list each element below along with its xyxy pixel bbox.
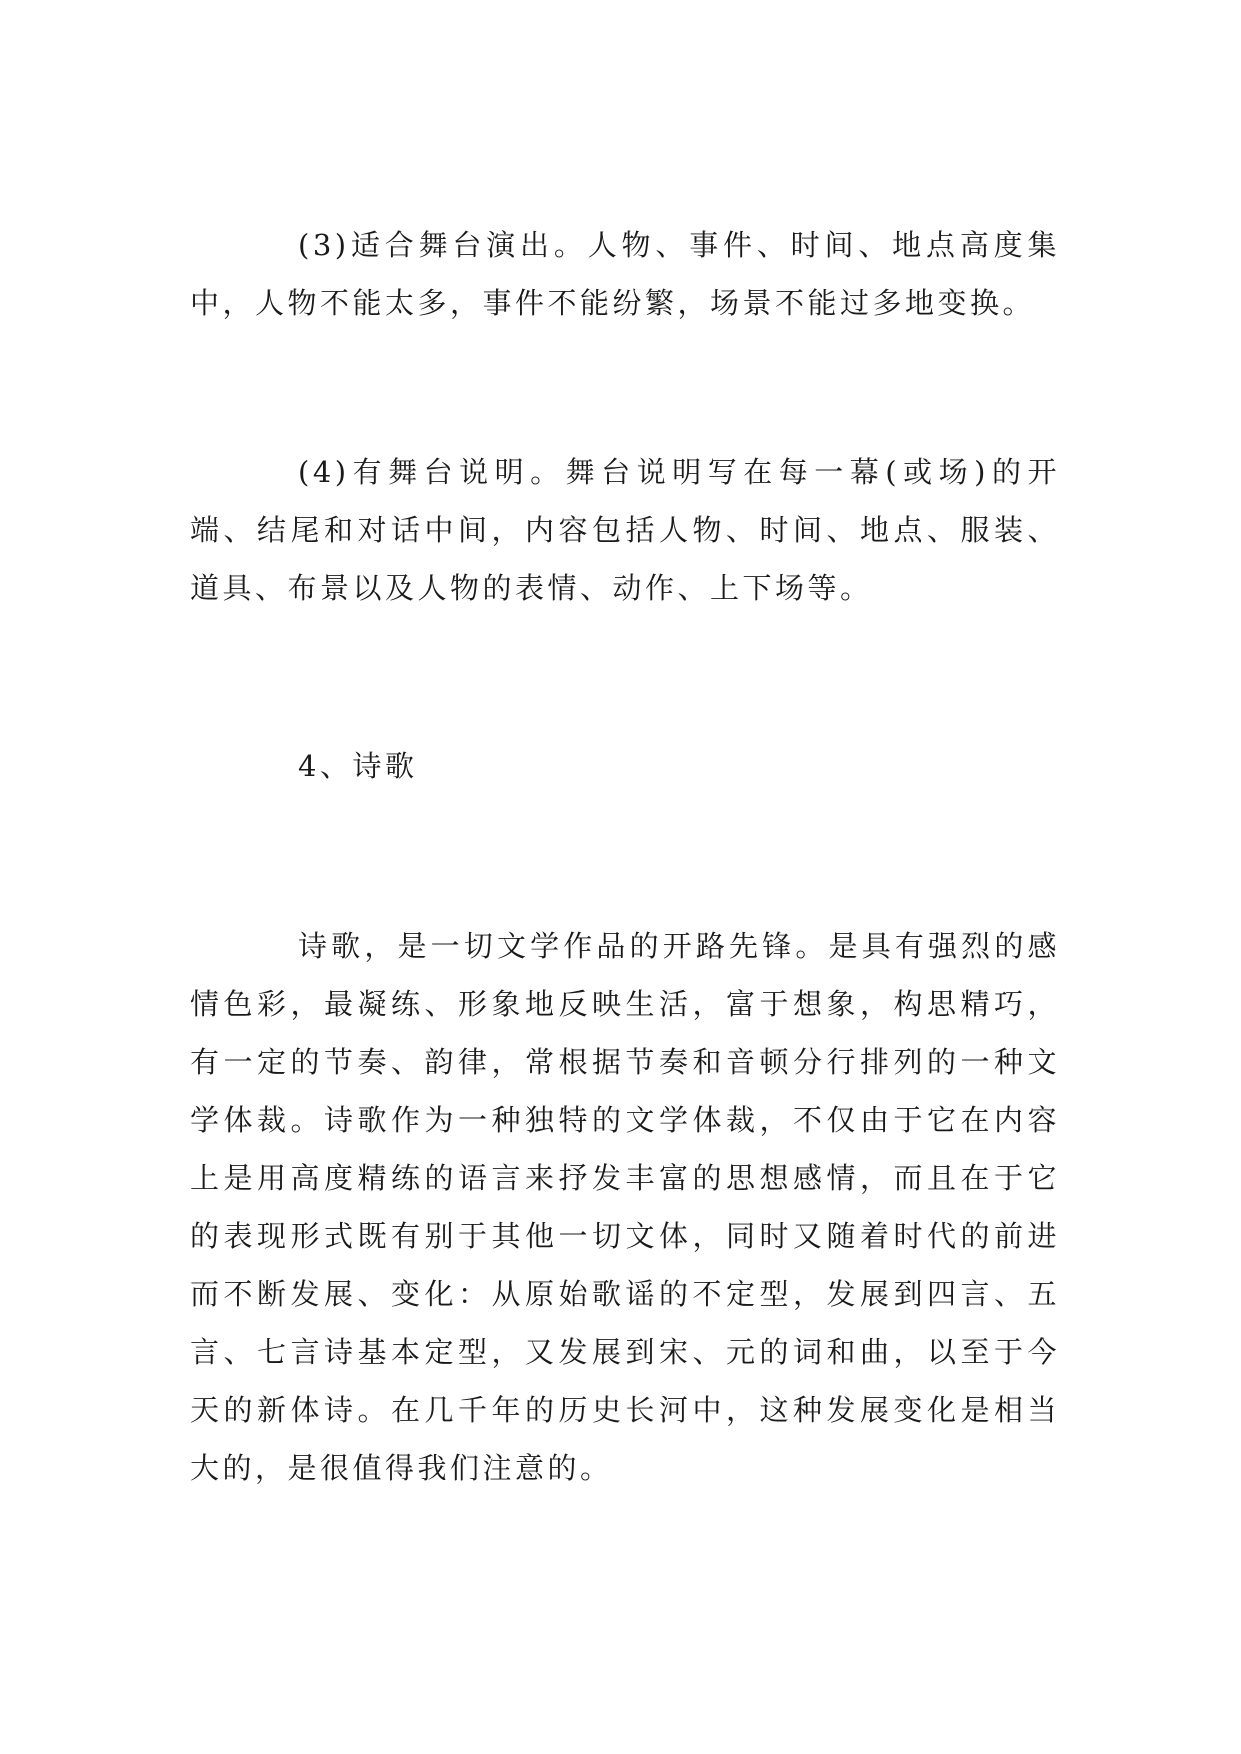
section-heading-poetry: 4、诗歌 (298, 749, 418, 783)
paragraph-stage-performance: (3)适合舞台演出。人物、事件、时间、地点高度集中，人物不能太多，事件不能纷繁，场景不能过多地变换。 (190, 228, 1060, 320)
paragraph-poetry-definition: 诗歌，是一切文学作品的开路先锋。是具有强烈的感情色彩，最凝练、形象地反映生活，富于想象，构思精巧，有一定的节奏、韵律，常根据节奏和音顿分行排列的一种文学体裁。诗歌作为一种独特的文学体裁，不仅由于它在内容上是用高度精练的语言来抒发丰富的思想感情，而且在于它的表现形式既有别于其他一切文体，同时又随着时代的前进而不断发展、变化：从原始歌谣的不定型，发展到四言、五言、七言诗基本定型，又发展到宋、元的词和曲，以至于今天的新体诗。在几千年的历史长河中，这种发展变化是相当大的，是很值得我们注意的。 (190, 929, 1060, 1485)
paragraph-stage-directions: (4)有舞台说明。舞台说明写在每一幕(或场)的开端、结尾和对话中间，内容包括人物、时间、地点、服装、道具、布景以及人物的表情、动作、上下场等。 (190, 455, 1060, 605)
